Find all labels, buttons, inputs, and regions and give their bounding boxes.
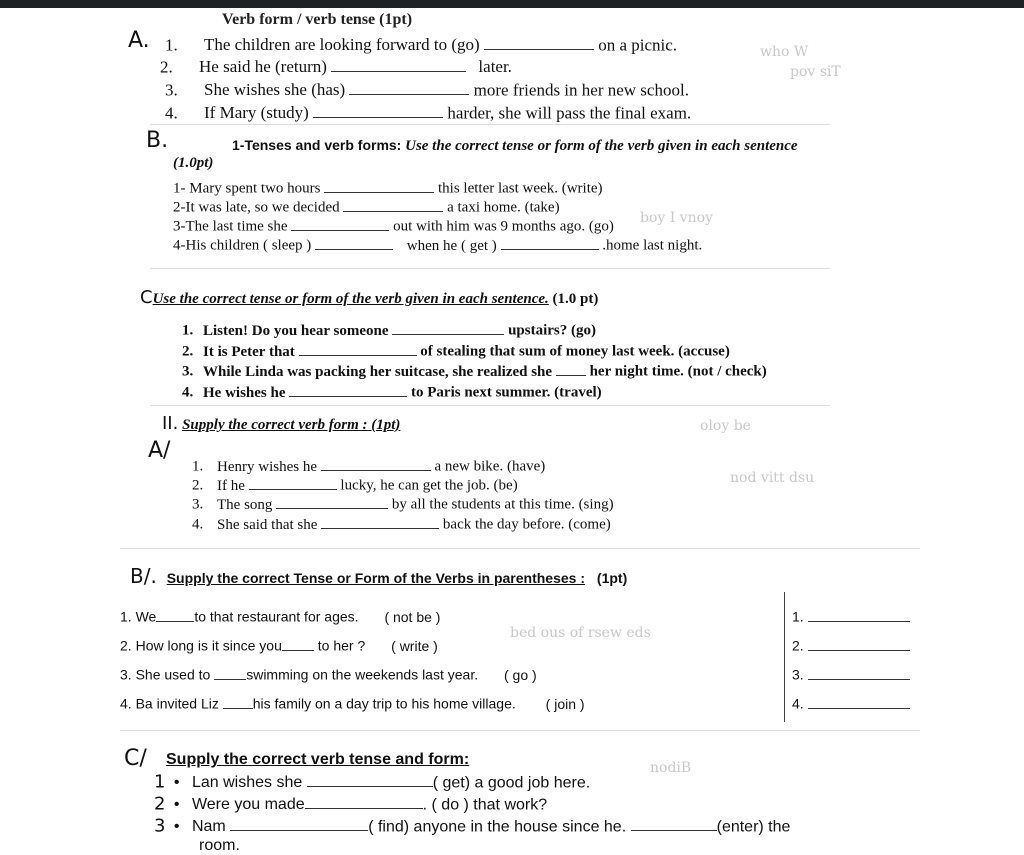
question-text-end: later. (478, 57, 512, 77)
question-number: 1. (165, 35, 178, 55)
question-text-end: harder, she will pass the final exam. (447, 103, 692, 123)
answer-blank[interactable] (808, 695, 910, 709)
section-b2-marker: B/. (130, 564, 157, 588)
answer-slot-2 (792, 637, 910, 653)
question-text-end: swimming on the weekends last year. (246, 666, 479, 683)
question-text-end: upstairs? (go) (508, 322, 596, 339)
section-divider (150, 124, 830, 125)
question-text-mid: when he ( get ) (406, 237, 497, 254)
question-number: 2. (182, 343, 194, 360)
question-number: 2. (192, 477, 204, 494)
answer-blank[interactable] (313, 102, 443, 118)
question-text: Lan wishes she (191, 774, 303, 792)
question-text-end: this letter last week. (write) (437, 180, 603, 197)
question-text-end: his family on a day trip to his home village. (252, 695, 516, 712)
question-number: 4. (192, 516, 204, 533)
answer-blank[interactable] (321, 514, 439, 529)
section-ii-sub-marker: A/ (148, 438, 171, 463)
answer-slot-3 (792, 666, 910, 682)
answer-blank[interactable] (556, 361, 586, 376)
question-text: Ba invited Liz (135, 695, 219, 712)
question-text-end: a new bike. (have) (434, 458, 546, 475)
section-divider (120, 730, 920, 731)
question-number: 2 (154, 793, 166, 815)
answer-blank[interactable] (331, 56, 466, 72)
section-b2-title (130, 566, 627, 586)
question-c2-3 (154, 816, 790, 835)
answer-blank[interactable] (324, 178, 434, 193)
answer-blank[interactable] (249, 475, 337, 490)
question-b-3 (173, 216, 614, 235)
question-text: He wishes he (203, 384, 286, 401)
question-ii-1 (192, 456, 545, 475)
question-a-4 (165, 102, 691, 121)
question-text: If Mary (study) (204, 103, 309, 123)
question-text: She said that she (217, 516, 318, 533)
answer-blank[interactable] (156, 608, 194, 622)
section-b2-points: (1pt) (596, 570, 628, 586)
bullet: • (173, 774, 180, 792)
question-text: Nam (191, 818, 226, 836)
question-ii-2 (192, 475, 518, 494)
question-text: 4-His children ( sleep ) (173, 237, 312, 254)
question-b-1 (173, 178, 603, 197)
partial-section-header: Verb form / verb tense (1pt) (222, 11, 413, 28)
question-text: The children are looking forward to (go) (204, 35, 480, 55)
question-text: 1- Mary spent two hours (173, 180, 321, 197)
question-text-end: .home last night. (602, 237, 703, 254)
question-number: 1. (182, 322, 194, 339)
answer-blank[interactable] (392, 320, 504, 335)
bleed-through-mark: nodiB (650, 760, 692, 776)
question-text-end: by all the students at this time. (sing) (391, 496, 614, 513)
section-b-marker: B. (146, 128, 169, 153)
answer-slot-1 (792, 608, 910, 624)
question-c2-3-continued: room. (199, 837, 240, 854)
answer-blank[interactable] (315, 235, 393, 250)
answer-blank[interactable] (230, 816, 368, 831)
question-b-2 (173, 197, 560, 216)
question-c-1 (182, 320, 596, 339)
section-title-instruction: Use the correct tense or form of the verb given in each sentence (405, 138, 798, 154)
answer-blank[interactable] (321, 456, 431, 471)
question-c-2 (182, 341, 730, 360)
answer-slot-4 (792, 695, 910, 711)
question-number: 4. (182, 384, 194, 401)
section-b-points: (1.0pt) (173, 155, 214, 171)
answer-blank[interactable] (343, 197, 443, 212)
question-b2-2 (120, 637, 438, 653)
question-text-end: . ( do ) that work? (422, 796, 548, 814)
section-ii-marker: II. (162, 413, 179, 434)
question-text: 3-The last time she (173, 218, 288, 235)
question-number: 3. (165, 80, 178, 100)
question-text-end: to Paris next summer. (travel) (411, 384, 602, 401)
answer-blank[interactable] (299, 341, 417, 356)
section-c-marker: C (140, 287, 153, 308)
answer-blank[interactable] (276, 494, 388, 509)
answer-blank[interactable] (214, 666, 246, 680)
bleed-through-mark: nod vitt dsu (730, 470, 815, 486)
question-text: Henry wishes he (217, 458, 317, 475)
question-text-end: out with him was 9 months ago. (go) (393, 218, 614, 235)
verb-hint: ( not be ) (384, 608, 441, 625)
section-divider (120, 548, 920, 549)
answer-blank[interactable] (808, 608, 910, 622)
answer-blank[interactable] (484, 34, 594, 50)
bleed-through-mark: pov siT (790, 64, 841, 80)
bleed-through-mark: boy I vnoy (640, 210, 713, 226)
browser-top-strip (0, 0, 1024, 8)
question-text-end: her night time. (not / check) (589, 363, 767, 380)
question-number: 1. (120, 608, 132, 625)
section-ii-title (162, 415, 400, 433)
question-text: While Linda was packing her suitcase, she realized she (203, 363, 553, 380)
question-b2-4 (120, 695, 585, 711)
question-text-end: a taxi home. (take) (447, 199, 560, 216)
question-text: We (135, 608, 157, 625)
bullet: • (173, 818, 180, 836)
answer-slot-number: 4. (792, 695, 804, 712)
section-title-label: 1-Tenses and verb forms: (232, 137, 402, 153)
answer-blank[interactable] (808, 637, 910, 651)
question-ii-3 (192, 494, 614, 513)
question-c-3 (182, 361, 767, 380)
answer-blank[interactable] (289, 382, 407, 397)
answer-blank[interactable] (501, 235, 599, 250)
verb-hint: ( write ) (391, 637, 438, 654)
answer-column-divider (784, 592, 785, 722)
question-text-end: on a picnic. (598, 35, 678, 55)
answer-slot-number: 2. (792, 637, 804, 654)
question-number: 4. (120, 695, 132, 712)
question-c2-2 (154, 794, 547, 813)
section-title-instruction: Supply the correct verb form : (1pt) (182, 417, 401, 433)
section-title-instruction: Use the correct tense or form of the verb given in each sentence. (152, 291, 549, 307)
answer-blank[interactable] (808, 666, 910, 680)
bullet: • (173, 796, 180, 814)
question-text-end: more friends in her new school. (473, 80, 689, 100)
section-c-points: (1.0 pt) (552, 291, 599, 307)
answer-blank[interactable] (282, 637, 314, 651)
question-text: How long is it since you (135, 637, 282, 654)
bleed-through-mark: oloy be (700, 418, 751, 434)
question-b-4 (173, 235, 702, 254)
answer-slot-number: 1. (792, 608, 804, 625)
section-b-title (232, 138, 798, 154)
question-number: 3. (120, 666, 132, 683)
question-text-end-2: (enter) the (716, 818, 791, 836)
answer-blank[interactable] (223, 695, 253, 709)
question-number: 4. (165, 103, 178, 123)
verb-hint: ( join ) (545, 695, 585, 712)
question-text-end: back the day before. (come) (442, 516, 611, 533)
section-divider (150, 268, 830, 269)
question-text-end: ( get) a good job here. (432, 774, 591, 792)
question-text: He said he (return) (199, 57, 327, 77)
section-a-marker: A. (128, 28, 150, 53)
question-text: It is Peter that (203, 343, 295, 360)
answer-blank[interactable] (349, 79, 469, 95)
question-text: 2-It was late, so we decided (173, 199, 340, 216)
bleed-through-mark: who W (760, 44, 809, 60)
section-divider (150, 405, 830, 406)
question-text-end: of stealing that sum of money last week. (accuse) (420, 343, 730, 360)
section-c-title (140, 289, 598, 307)
question-a-1 (165, 34, 677, 53)
answer-blank[interactable] (305, 794, 423, 809)
question-text-end: ( find) anyone in the house since he. (368, 818, 627, 836)
answer-slot-number: 3. (792, 666, 804, 683)
answer-blank[interactable] (307, 772, 433, 787)
question-text: Were you made (191, 796, 305, 814)
question-c-4 (182, 382, 602, 401)
question-number: 3. (192, 496, 204, 513)
question-text: If he (217, 477, 245, 494)
section-title-instruction: Supply the correct Tense or Form of the Verbs in parentheses : (166, 570, 586, 586)
verb-hint: ( go ) (503, 666, 537, 683)
section-c2-title: Supply the correct verb tense and form: (166, 751, 470, 768)
question-text: The song (217, 496, 273, 513)
question-number: 1. (192, 458, 204, 475)
question-text: Listen! Do you hear someone (203, 322, 389, 339)
question-a-2 (160, 56, 512, 75)
question-text-end: to her ? (317, 637, 366, 654)
question-text-end: to that restaurant for ages. (194, 608, 359, 625)
question-text: She used to (135, 666, 211, 683)
question-number: 2. (120, 637, 132, 654)
question-b2-3 (120, 666, 537, 682)
question-number: 3. (182, 363, 194, 380)
question-number: 2. (160, 57, 173, 77)
question-number: 1 (154, 771, 166, 793)
question-number: 3 (154, 815, 166, 837)
question-c2-1 (154, 772, 590, 791)
answer-blank[interactable] (631, 816, 717, 831)
answer-blank[interactable] (291, 216, 389, 231)
question-b2-1 (120, 608, 440, 624)
question-ii-4 (192, 514, 611, 533)
question-text-end: lucky, he can get the job. (be) (340, 477, 518, 494)
question-a-3 (165, 79, 689, 98)
question-text: She wishes she (has) (204, 80, 346, 100)
bleed-through-mark: bed ous of rsew eds (510, 625, 651, 641)
section-c2-marker: C/ (124, 746, 147, 771)
